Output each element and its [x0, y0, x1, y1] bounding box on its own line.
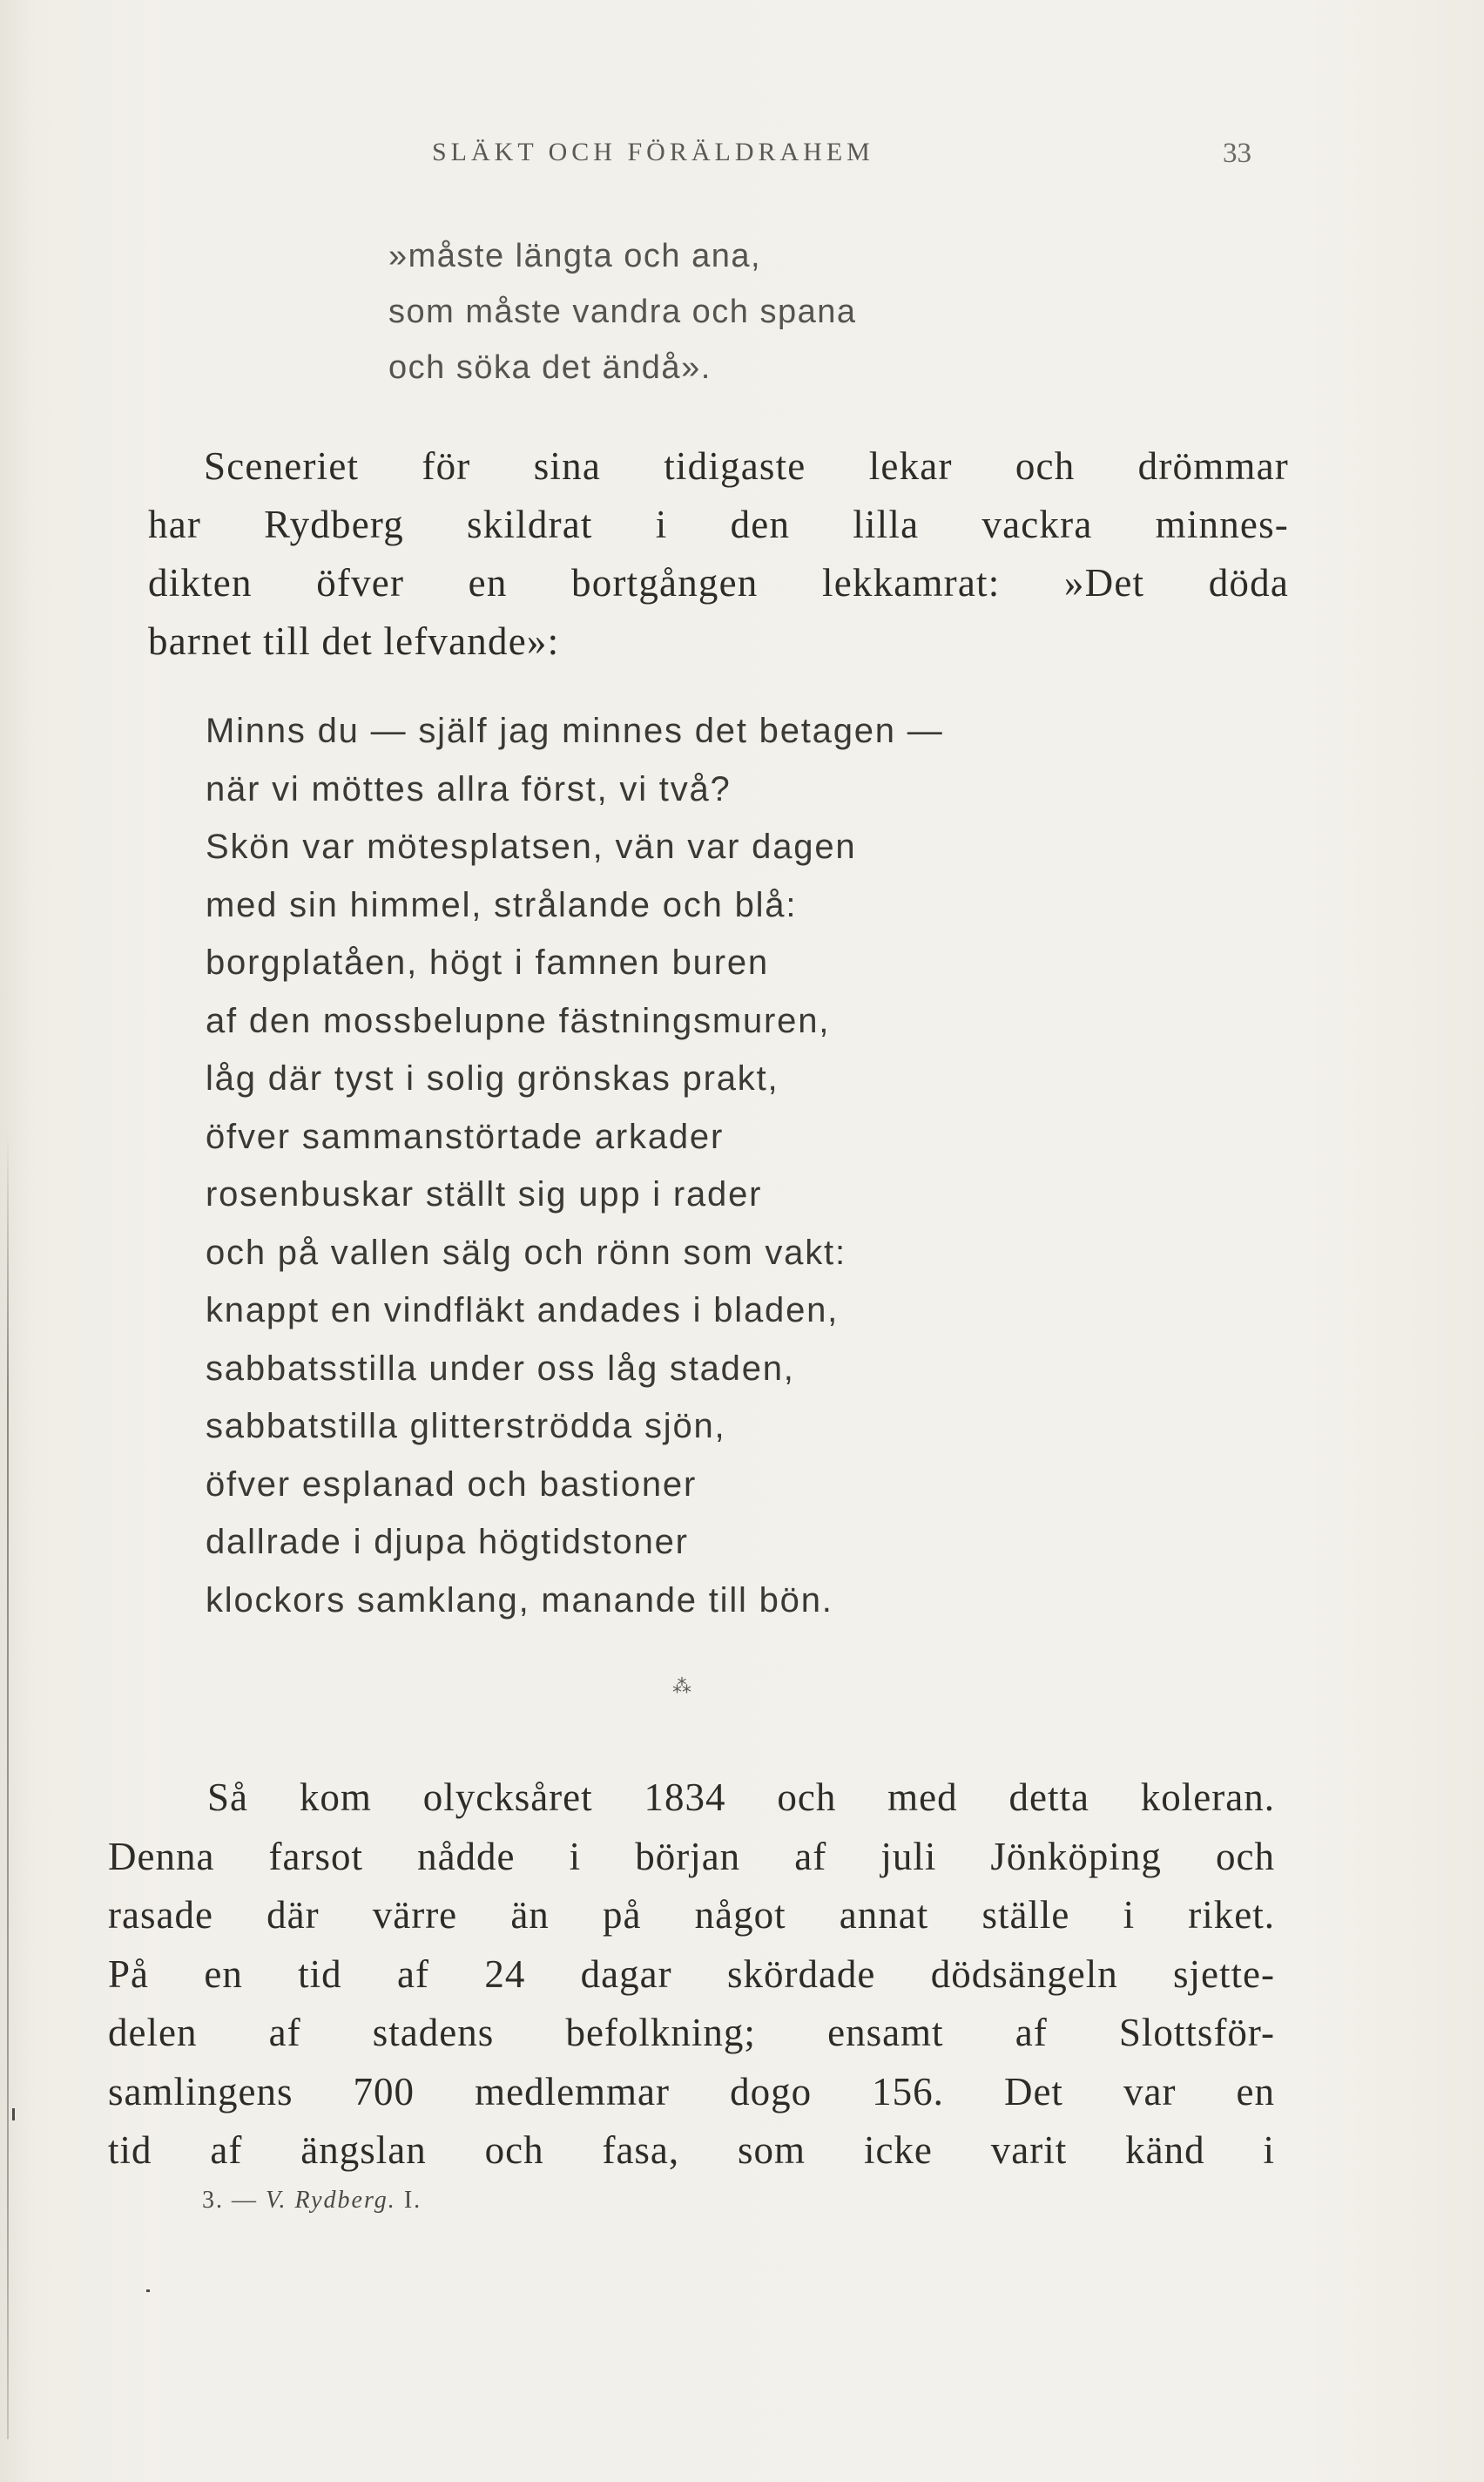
paragraph-line: samlingens 700 medlemmar dogo 156. Det var en: [108, 2069, 1275, 2113]
binding-edge: [7, 1133, 9, 2439]
stanza-line: som måste vandra och spana: [388, 294, 857, 330]
poem-line: och på vallen sälg och rönn som vakt:: [206, 1233, 847, 1272]
signature-sheet: 3. —: [202, 2187, 258, 2214]
paragraph-line: delen af stadens befolkning; ensamt af Slottsför-: [108, 2011, 1275, 2054]
paragraph-scenery: [148, 437, 1289, 671]
stanza-line: »måste längta och ana,: [388, 238, 762, 274]
paragraph-line: På en tid af 24 dagar skördade dödsängeln sjette-: [108, 1951, 1275, 1996]
paragraph-line: har Rydberg skildrat i den lilla vackra minnes-: [148, 503, 1289, 546]
poem-line: dallrade i djupa högtidstoner: [206, 1523, 689, 1561]
poem-line: när vi möttes allra först, vi två?: [206, 769, 732, 808]
poem: [206, 702, 944, 1629]
poem-line: öfver esplanad och bastioner: [206, 1464, 698, 1504]
paragraph-cholera: [108, 1769, 1275, 2181]
poem-line: Skön var mötesplatsen, vän var dagen: [206, 828, 857, 866]
poem-line: Minns du — själf jag minnes det betagen —: [206, 712, 944, 750]
paragraph-line: barnet till det lefvande»:: [148, 619, 560, 663]
paragraph-line: Denna farsot nådde i början af juli Jönköping och: [108, 1834, 1275, 1878]
section-break-ornament: ⁂: [672, 1676, 691, 1698]
poem-line: klockors samklang, manande till bön.: [206, 1580, 833, 1620]
poem-line: med sin himmel, strålande och blå:: [206, 885, 798, 924]
paragraph-line: dikten öfver en bortgången lekkamrat: »Det döda: [148, 561, 1289, 605]
page-header: [0, 138, 1484, 172]
poem-line: låg där tyst i solig grönskas prakt,: [206, 1059, 779, 1098]
intro-stanza: [388, 228, 857, 396]
poem-line: borgplatåen, högt i famnen buren: [206, 943, 769, 982]
poem-line: öfver sammanstörtade arkader: [206, 1117, 725, 1156]
printer-signature: [202, 2187, 422, 2215]
poem-line: sabbatstilla glitterströdda sjön,: [206, 1407, 726, 1445]
page-speck: [12, 2108, 15, 2120]
signature-author: V. Rydberg.: [266, 2187, 396, 2214]
paragraph-line: tid af ängslan och fasa, som icke varit känd i: [108, 2128, 1275, 2172]
poem-line: rosenbuskar ställt sig upp i rader: [206, 1175, 763, 1214]
signature-volume: I.: [403, 2187, 422, 2214]
stanza-line: och söka det ändå».: [388, 349, 712, 386]
page-speck: [146, 2289, 150, 2292]
page-number: 33: [1223, 138, 1251, 169]
poem-line: af den mossbelupne fästningsmuren,: [206, 1001, 831, 1040]
poem-line: knappt en vindfläkt andades i bladen,: [206, 1291, 840, 1329]
paragraph-line: rasade där värre än på något annat ställe i riket.: [108, 1893, 1275, 1937]
paragraph-line: Så kom olycksåret 1834 och med detta koleran.: [207, 1775, 1275, 1819]
running-title: SLÄKT OCH FÖRÄLDRAHEM: [432, 138, 874, 166]
paragraph-line: Sceneriet för sina tidigaste lekar och drömmar: [204, 444, 1289, 488]
poem-line: sabbatsstilla under oss låg staden,: [206, 1349, 795, 1388]
